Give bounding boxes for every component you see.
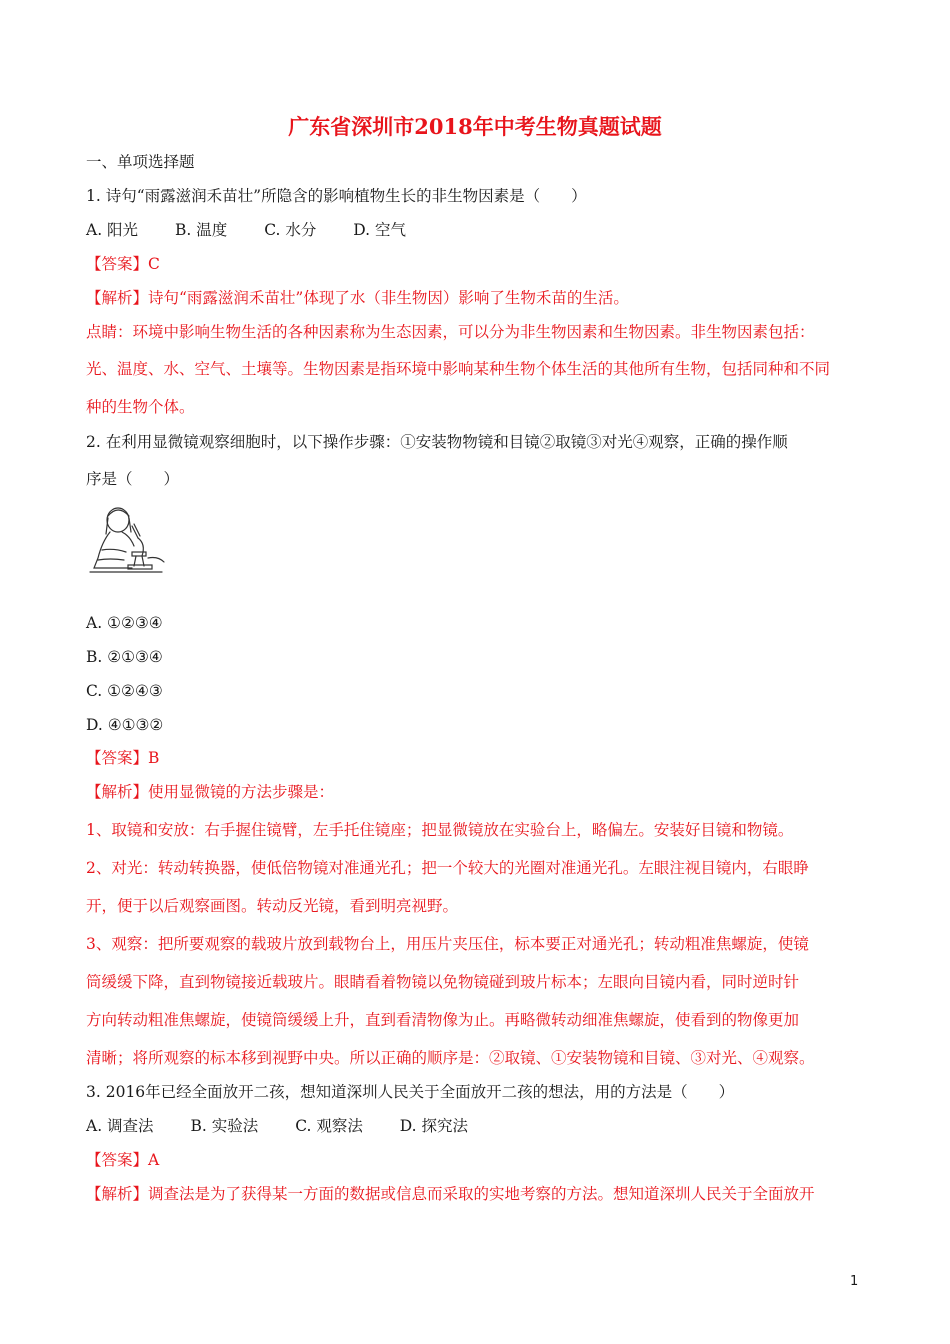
q2-stem-line: 2. 在利用显微镜观察细胞时，以下操作步骤：①安装物物镜和目镜②取镜③对光④观察，正确的操作顺 — [86, 433, 788, 451]
q2-analysis-line: 开，便于以后观察画图。转动反光镜，看到明亮视野。 — [86, 897, 459, 915]
page-number: 1 — [850, 1274, 859, 1289]
q1-note-line: 光、温度、水、空气、土壤等。生物因素是指环境中影响某种生物个体生活的其他所有生物，包括同种和不同 — [86, 360, 831, 378]
q2-analysis-line: 筒缓缓下降，直到物镜接近载玻片。眼睛看着物镜以免物镜碰到玻片标本；左眼向目镜内看，同时逆时针 — [86, 973, 800, 991]
q1-option-c: C. 水分 — [264, 221, 317, 239]
q1-note-line: 点睛：环境中影响生物生活的各种因素称为生态因素，可以分为非生物因素和生物因素。非生物因素包括： — [86, 323, 815, 341]
q3-option-a: A. 调查法 — [86, 1117, 154, 1135]
q3-option-b: B. 实验法 — [190, 1117, 259, 1135]
q2-analysis-head: 【解析】使用显微镜的方法步骤是： — [86, 783, 335, 801]
section-heading: 一、单项选择题 — [86, 153, 195, 171]
q2-analysis-line: 方向转动粗准焦螺旋，使镜筒缓缓上升，直到看清物像为止。再略微转动细准焦螺旋，使看到的物像更加 — [86, 1011, 800, 1029]
q3-option-c: C. 观察法 — [295, 1117, 363, 1135]
page-title: 广东省深圳市2018年中考生物真题试题 — [288, 114, 662, 139]
q1-note-line: 种的生物个体。 — [86, 398, 195, 416]
q1-analysis: 【解析】诗句“雨露滋润禾苗壮”体现了水（非生物因）影响了生物禾苗的生活。 — [86, 289, 629, 307]
q1-stem: 1. 诗句“雨露滋润禾苗壮”所隐含的影响植物生长的非生物因素是（ ） — [86, 187, 587, 205]
q2-answer: 【答案】B — [86, 749, 160, 767]
q3-analysis: 【解析】调查法是为了获得某一方面的数据或信息而采取的实地考察的方法。想知道深圳人民关于全面放开 — [86, 1185, 815, 1203]
q2-analysis-line: 2、对光：转动转换器，使低倍物镜对准通光孔；把一个较大的光圈对准通光孔。左眼注视目镜内，右眼睁 — [86, 859, 809, 877]
q2-analysis-line: 1、取镜和安放：右手握住镜臂，左手托住镜座；把显微镜放在实验台上，略偏左。安装好目镜和物镜。 — [86, 821, 794, 839]
q3-stem: 3. 2016年已经全面放开二孩，想知道深圳人民关于全面放开二孩的想法，用的方法是（ ） — [86, 1083, 735, 1101]
q2-analysis-line: 清晰；将所观察的标本移到视野中央。所以正确的顺序是：②取镜、①安装物镜和目镜、③对光、④观察。 — [86, 1049, 815, 1067]
q3-answer: 【答案】A — [86, 1151, 160, 1169]
q1-options — [86, 219, 876, 241]
q2-option-d: D. ④①③② — [86, 716, 164, 734]
q2-analysis-line: 3、观察：把所要观察的载玻片放到载物台上，用压片夹压住，标本要正对通光孔；转动粗准焦螺旋，使镜 — [86, 935, 809, 953]
q2-option-a: A. ①②③④ — [86, 614, 163, 632]
q2-option-b: B. ②①③④ — [86, 648, 163, 666]
q2-option-c: C. ①②④③ — [86, 682, 163, 700]
microscope-user-icon — [88, 502, 168, 582]
q1-option-b: B. 温度 — [175, 221, 228, 239]
q3-options — [86, 1115, 876, 1137]
q2-stem-line: 序是（ ） — [86, 470, 180, 488]
q3-option-d: D. 探究法 — [399, 1117, 469, 1135]
q1-option-d: D. 空气 — [353, 221, 407, 239]
q1-answer: 【答案】C — [86, 255, 160, 273]
q1-option-a: A. 阳光 — [86, 221, 139, 239]
